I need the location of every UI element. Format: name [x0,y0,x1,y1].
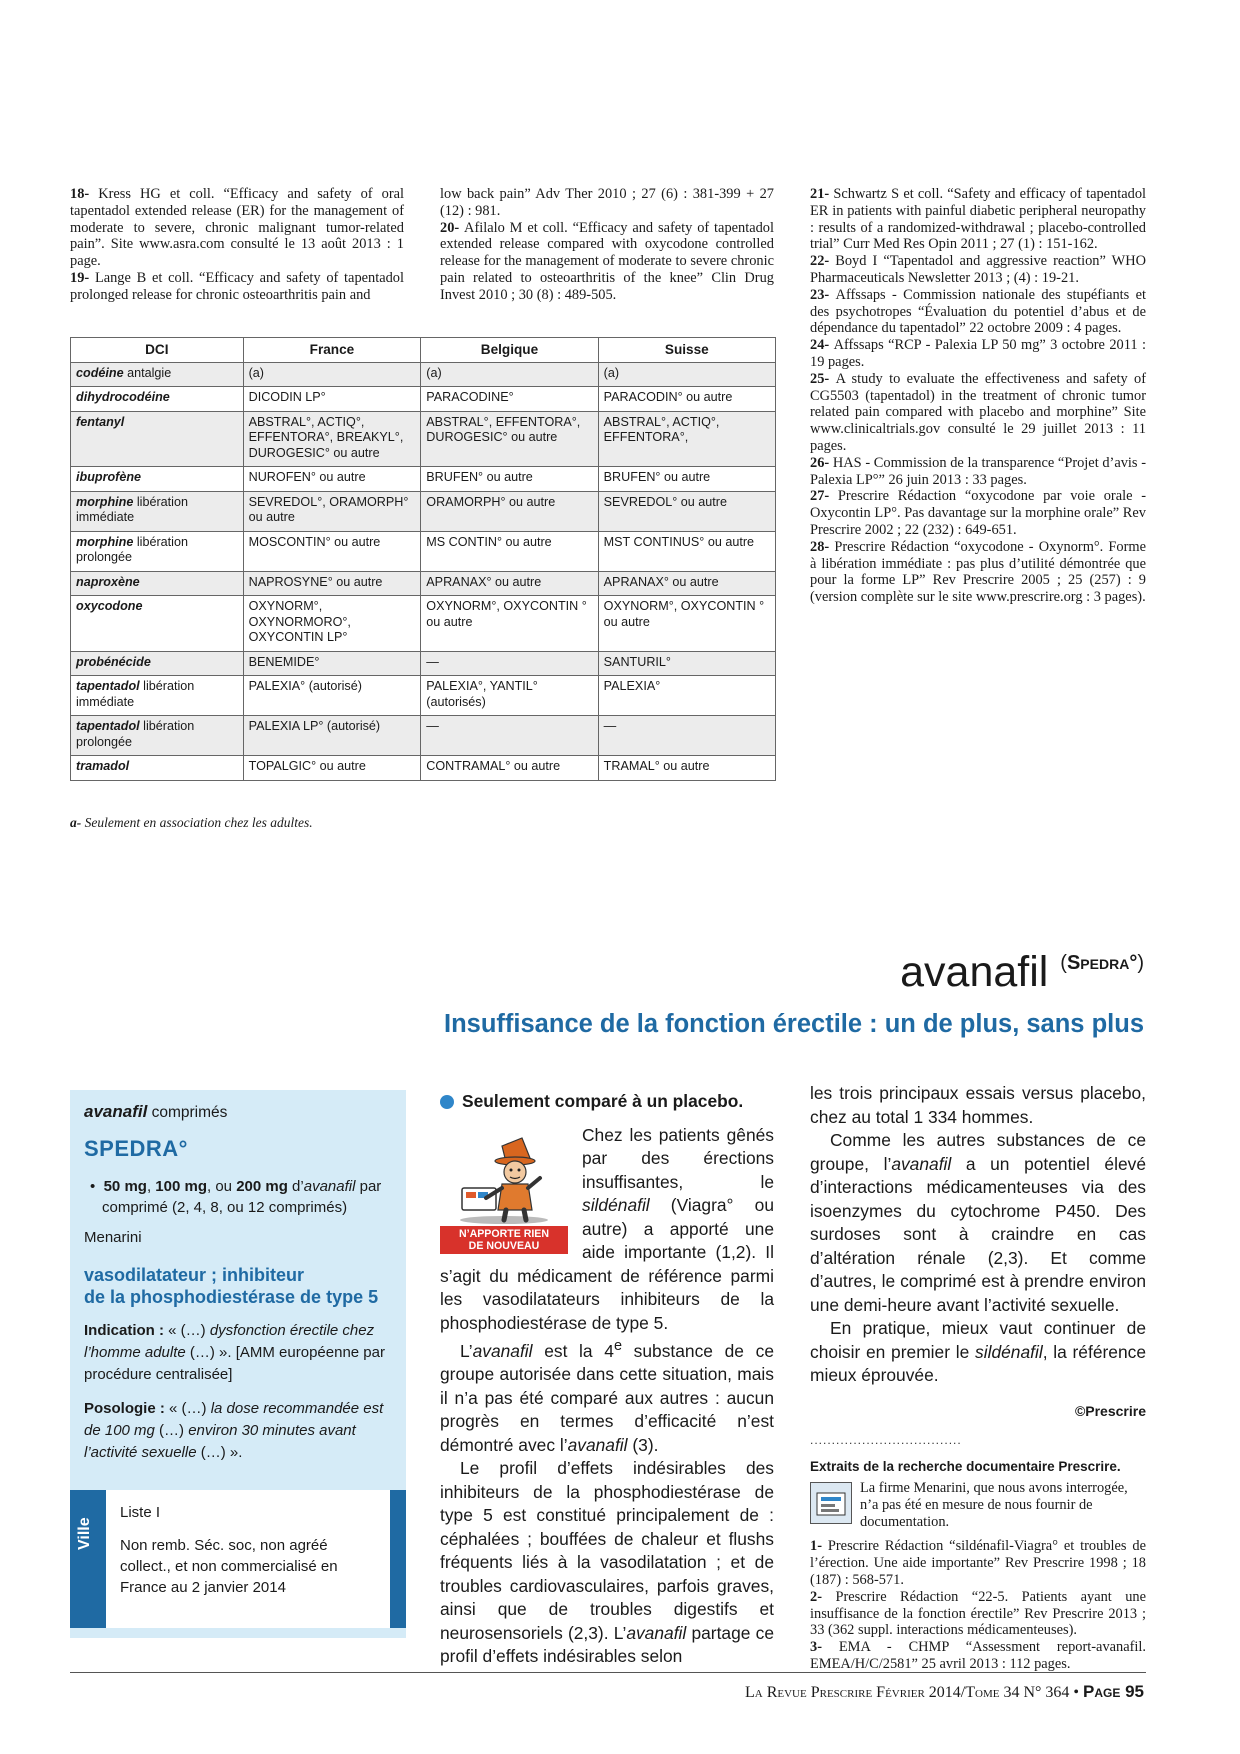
reference-number: 27- [810,488,838,505]
reference-item [810,1589,1146,1639]
rating-mascot-icon [440,1128,568,1226]
ville-tab: Ville [70,1490,106,1628]
dci-comparison-table [70,337,776,781]
cell-france: PALEXIA° (autorisé) [243,676,421,716]
reference-text: Affssaps “RCP - Palexia LP 50 mg” 3 octobre 2011 : 19 pages. [810,337,1147,370]
box-indication: Indication : « (…) dysfonction érectile chez l’homme adulte (…) ». [AMM européenne par procédure centralisée] [84,1322,385,1383]
cell-france: NAPROSYNE° ou autre [243,571,421,596]
cell-france: OXYNORM°, OXYNORMORO°, OXYCONTIN LP° [243,596,421,652]
article-column-middle [440,1090,774,1669]
rating-badge: N’APPORTE RIEN DE NOUVEAU [440,1226,568,1254]
reference-item [810,455,1146,489]
reference-text: EMA - CHMP “Assessment report-avanafil. EMEA/H/C/2581” 25 avril 2013 : 112 pages. [810,1639,1146,1672]
table-row [71,571,776,596]
references-column-1 [70,186,404,304]
reference-number: 19- [70,269,95,286]
reference-text: Prescrire Rédaction “sildénafil-Viagra° et troubles de l’érection. Une aide importante” Rev Prescrire 1998 ; 18 (187) : 568-571. [810,1538,1146,1588]
cell-dci: tramadol [71,756,244,781]
reference-item [70,186,404,270]
reference-item [810,186,1146,253]
cell-dci: morphine libération immédiate [71,491,244,531]
cell-dci: fentanyl [71,411,244,467]
extracts-title: Extraits de la recherche documentaire Prescrire. [810,1458,1121,1474]
reference-text: low back pain” Adv Ther 2010 ; 27 (6) : 381-399 + 27 (12) : 981. [440,186,774,219]
cell-belgique: OXYNORM°, OXYCONTIN ° ou autre [421,596,598,652]
table-row [71,596,776,652]
reference-number: 21- [810,186,834,202]
mid-paragraph-3: Le profil d’effets indésirables des inhibiteurs de la phosphodiestérase de type 5 est constitué principalement de : céphalées ; bouffées de chaleur et flushs fréquents liés à la vasodilatation ; et de troubles cardiovasculaires, parfois graves, ainsi que de troubles digestifs et neurosensoriels (2,3). L’avanafil partage ce profil d’effets indésirables selon [440,1458,774,1667]
extracts-block [810,1480,1146,1530]
cell-suisse: SANTURIL° [598,651,775,676]
reference-number: 18- [70,186,99,202]
footer-page: Page 95 [1083,1682,1144,1701]
extracts-note: La firme Menarini, que nous avons interrogée, n’a pas été en mesure de nous fournir de documentation. [860,1480,1128,1530]
reference-item [440,186,774,220]
mid-paragraph-2: L’avanafil est la 4e substance de ce groupe autorisée dans cette situation, mais il n’a pas été comparé aux autres : aucun progrès en termes d’efficacité n’est démontré avec l’avanafil (3). [440,1338,774,1455]
cell-suisse: (a) [598,362,775,387]
cell-suisse: PALEXIA° [598,676,775,716]
cell-belgique: MS CONTIN° ou autre [421,531,598,571]
reference-item [810,488,1146,538]
reference-text: HAS - Commission de la transparence “Projet d’avis - Palexia LP°” 26 juin 2013 : 33 pages. [810,454,1146,488]
reference-item [810,539,1146,606]
reference-item [70,270,404,304]
cell-belgique: (a) [421,362,598,387]
cell-france: MOSCONTIN° ou autre [243,531,421,571]
mascot-illustration [440,1128,568,1252]
cell-dci: morphine libération prolongée [71,531,244,571]
header-suisse: Suisse [598,338,775,363]
section-heading: Seulement comparé à un placebo. [440,1090,774,1114]
reference-text: Schwartz S et coll. “Safety and efficacy of tapentadol ER in patients with painful diabetic peripheral neuropathy : results of a randomized-withdrawal ; placebo-controlled trial” Curr Med Res Opin 2011 ; 27 (1) : 151-162. [810,186,1147,253]
signature: ©Prescrire [1074,1402,1146,1419]
cell-suisse: ABSTRAL°, ACTIQ°, EFFENTORA°, [598,411,775,467]
reference-number: 2- [810,1588,836,1605]
cell-belgique: PALEXIA°, YANTIL° (autorisés) [421,676,598,716]
right-paragraph-3: En pratique, mieux vaut continuer de choisir en premier le sildénafil, la référence mieux éprouvée. [810,1318,1146,1385]
reference-number: 1- [810,1538,828,1555]
reference-text: Prescrire Rédaction “22-5. Patients ayant une insuffisance de la fonction érectile” Rev Prescrire 2013 ; 33 (362 suppl. interactions médicamenteuses). [810,1588,1146,1639]
reference-item [810,1639,1146,1673]
table-row [71,651,776,676]
cell-belgique: — [421,651,598,676]
mid-paragraph-1: Chez les patients gênés par des érections insuffisantes, le sildénafil (Viagra° ou autre) a apporté une aide importante (1,2). Il s’agit du médicament de référence parmi les vasodilatateurs inhibiteurs de la phosphodiestérase de type 5. [440,1124,774,1333]
footer-journal: La Revue Prescrire Février 2014/Tome 34 N° 364 • [745,1684,1080,1701]
cell-dci: ibuprofène [71,467,244,492]
reference-text: Boyd I “Tapentadol and aggressive reaction” WHO Pharmaceuticals Newsletter 2013 ; (4) : 19-21. [810,253,1147,286]
ville-side-bar [390,1490,406,1628]
reference-text: Prescrire Rédaction “oxycodone - Oxynorm°. Forme à libération immédiate : pas plus d’utilité démontrée que pour la forme LP” Rev Prescrire 2005 ; 25 (257) : 9 (version complète sur le site www.prescrire.org : 3 pages). [810,538,1146,606]
cell-france: (a) [243,362,421,387]
cell-belgique: ABSTRAL°, EFFENTORA°, DUROGESIC° ou autre [421,411,598,467]
cell-suisse: MST CONTINUS° ou autre [598,531,775,571]
ville-panel [70,1490,406,1628]
cell-france: DICODIN LP° [243,387,421,412]
table-row [71,491,776,531]
reference-number: 20- [440,219,465,236]
reference-number: 28- [810,538,835,555]
reference-text: Lange B et coll. “Efficacy and safety of tapentadol prolonged release for chronic osteoarthritis pain and [70,269,404,303]
reference-number: 25- [810,370,836,387]
ville-status: Non remb. Séc. soc, non agréé collect., et non commercialisé en France au 2 janvier 2014 [120,1537,338,1596]
reference-item [440,220,774,304]
table-footnote [70,815,313,831]
table-row [71,756,776,781]
cell-suisse: APRANAX° ou autre [598,571,775,596]
reference-text: Prescrire Rédaction “oxycodone par voie orale - Oxycontin LP°. Pas davantage sur la morphine orale” Rev Prescrire 2002 ; 22 (232) : 649-651. [810,488,1146,538]
cell-belgique: PARACODINE° [421,387,598,412]
cell-suisse: — [598,716,775,756]
cell-dci: tapentadol libération prolongée [71,716,244,756]
cell-suisse: PARACODIN° ou autre [598,387,775,412]
cell-dci: dihydrocodéine [71,387,244,412]
drug-info-box [70,1090,406,1638]
cell-dci: naproxène [71,571,244,596]
reference-text: Affssaps - Commission nationale des stupéfiants et des psychotropes “Évaluation du potentiel d’abus et de dépendance du tapentadol” 22 octobre 2009 : 4 pages. [810,286,1147,337]
cell-suisse: BRUFEN° ou autre [598,467,775,492]
cell-france: NUROFEN° ou autre [243,467,421,492]
article-title [900,948,1144,997]
reference-number: 3- [810,1639,839,1656]
footnote-label: a- [70,815,82,830]
ville-list: Liste I [120,1504,161,1521]
table-header-row [71,338,776,363]
reference-number: 26- [810,454,833,471]
references-column-3 [810,186,1146,606]
cell-france: BENEMIDE° [243,651,421,676]
cell-belgique: ORAMORPH° ou autre [421,491,598,531]
dotted-separator: ................................... [810,1433,962,1447]
reference-item [810,253,1146,287]
title-brand: (Spedra°) [1060,952,1144,974]
box-dosage: • 50 mg, 100 mg, ou 200 mg d’avanafil par comprimé (2, 4, 8, ou 12 comprimés) [90,1178,382,1216]
cell-suisse: SEVREDOL° ou autre [598,491,775,531]
header-dci: DCI [71,338,244,363]
reference-number: 22- [810,253,836,270]
table-row [71,411,776,467]
reference-item [810,371,1146,455]
page-footer [745,1682,1144,1702]
box-posologie: Posologie : « (…) la dose recommandée est de 100 mg (…) environ 30 minutes avant l’activité sexuelle (…) ». [84,1400,384,1461]
article-column-right [810,1082,1146,1673]
title-drug: avanafil [900,948,1049,996]
references-column-2 [440,186,774,304]
box-laboratory: Menarini [84,1229,142,1246]
table-row [71,716,776,756]
reference-text: Kress HG et coll. “Efficacy and safety of oral tapentadol extended release (ER) for the management of moderate to severe, chronic malignant tumor-related pain”. Site www.asra.com consulté le 13 août 2013 : 1 page. [70,186,405,270]
box-drug-name: avanafil comprimés [84,1102,228,1121]
footer-rule [70,1672,1146,1673]
box-brand-name: SPEDRA° [84,1136,188,1161]
reference-number: 23- [810,286,836,303]
table-row [71,676,776,716]
cell-dci: tapentadol libération immédiate [71,676,244,716]
cell-suisse: TRAMAL° ou autre [598,756,775,781]
table-row [71,467,776,492]
bullet-dot-icon [440,1095,454,1109]
footnote-text: Seulement en association chez les adultes. [81,815,313,830]
reference-number: 24- [810,337,834,354]
header-belgique: Belgique [421,338,598,363]
documentation-icon [810,1482,852,1524]
cell-france: ABSTRAL°, ACTIQ°, EFFENTORA°, BREAKYL°, DUROGESIC° ou autre [243,411,421,467]
table-row [71,387,776,412]
reference-text: Afilalo M et coll. “Efficacy and safety of tapentadol extended release compared with oxycodone controlled release for the management of moderate to severe chronic pain related to osteoarthritis of the knee” Clin Drug Invest 2010 ; 30 (8) : 489-505. [440,219,774,303]
table-row [71,362,776,387]
cell-belgique: BRUFEN° ou autre [421,467,598,492]
cell-france: TOPALGIC° ou autre [243,756,421,781]
cell-belgique: APRANAX° ou autre [421,571,598,596]
article-references [810,1538,1146,1672]
reference-item [810,287,1146,337]
cell-suisse: OXYNORM°, OXYCONTIN ° ou autre [598,596,775,652]
right-paragraph-2: Comme les autres substances de ce groupe, l’avanafil a un potentiel élevé d’interactions médicamenteuses via des isoenzymes du cytochrome P450. Des surdoses sont à craindre en cas d’altération rénale (2,3). Et comme d’autres, le comprimé est à prendre environ une demi-heure avant l’activité sexuelle. [810,1130,1146,1315]
header-france: France [243,338,421,363]
reference-item [810,337,1146,371]
box-drug-class: vasodilatateur ; inhibiteur de la phosphodiestérase de type 5 [84,1265,379,1307]
cell-france: PALEXIA LP° (autorisé) [243,716,421,756]
cell-dci: oxycodone [71,596,244,652]
cell-dci: probénécide [71,651,244,676]
reference-item [810,1538,1146,1588]
right-paragraph-1: les trois principaux essais versus placebo, chez au total 1 334 hommes. [810,1083,1146,1127]
ville-text [120,1502,376,1610]
reference-text: A study to evaluate the effectiveness and safety of CG5503 (tapentadol) in the treatment of chronic tumor related pain compared with placebo and morphine” Site www.clinicaltrials.gov consulté le 29 juillet 2013 : 11 pages. [810,370,1147,454]
cell-belgique: — [421,716,598,756]
cell-belgique: CONTRAMAL° ou autre [421,756,598,781]
cell-dci: codéine antalgie [71,362,244,387]
cell-france: SEVREDOL°, ORAMORPH° ou autre [243,491,421,531]
article-subtitle: Insuffisance de la fonction érectile : un de plus, sans plus [444,1010,1144,1038]
table-row [71,531,776,571]
